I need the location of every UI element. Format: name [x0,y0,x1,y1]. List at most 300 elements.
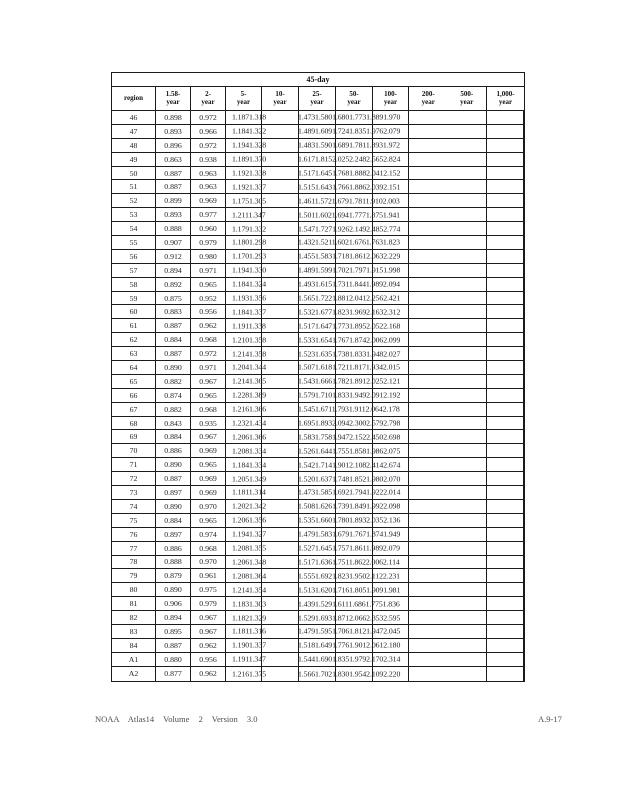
empty-cell-100yr [373,153,409,166]
value-2yr-cell: 0.969 [191,486,226,499]
table-row [112,194,524,208]
empty-cell-25yr [299,375,336,388]
region-cell: 63 [112,347,156,360]
value-1-58yr-cell: 0.896 [156,139,191,152]
empty-cell-5yr [226,597,262,610]
region-cell: 77 [112,542,156,555]
empty-cell-25yr [299,264,336,277]
empty-cell-100yr [373,222,409,235]
empty-cell-1000yr [487,653,524,666]
footer-page-number: A.9-17 [538,714,562,724]
empty-cell-50yr [336,389,373,402]
region-cell: 78 [112,556,156,569]
empty-cell-25yr [299,597,336,610]
empty-cell-5yr [226,194,262,207]
empty-cell-5yr [226,653,262,666]
empty-cell-50yr [336,153,373,166]
value-2yr-cell: 0.972 [191,139,226,152]
value-2yr-cell: 0.971 [191,264,226,277]
empty-cell-1000yr [487,222,524,235]
overflow-values-25-100yr: 1.4551.5831.7181.8612.0632.229 [298,251,401,261]
empty-cell-10yr [262,250,299,263]
empty-cell-5yr [226,625,262,638]
overflow-values-25-100yr: 1.4891.5991.7021.7971.9151.998 [298,265,401,275]
overflow-values-5-10yr: 1.2321.434 [232,418,267,428]
value-2yr-cell: 0.935 [191,417,226,430]
overflow-values-5-10yr: 1.1941.327 [232,529,267,539]
header-cell [299,87,336,111]
header-cell [262,87,299,111]
empty-cell-100yr [373,583,409,596]
header-cell [191,87,226,111]
empty-cell-1000yr [487,278,524,291]
empty-cell-5yr [226,319,262,332]
empty-cell-100yr [373,292,409,305]
value-1-58yr-cell: 0.888 [156,222,191,235]
empty-cell-1000yr [487,361,524,374]
empty-cell-1000yr [487,347,524,360]
table-row [112,347,524,361]
region-cell: 48 [112,139,156,152]
value-2yr-cell: 0.969 [191,194,226,207]
table-row [112,305,524,319]
overflow-values-25-100yr: 1.5661.7021.8301.9542.1092.220 [298,669,401,679]
empty-cell-50yr [336,347,373,360]
empty-cell-200-500yr [409,222,487,235]
region-cell: 67 [112,403,156,416]
table-row [112,597,524,611]
empty-cell-1000yr [487,375,524,388]
value-1-58yr-cell: 0.887 [156,180,191,193]
value-2yr-cell: 0.961 [191,569,226,582]
empty-cell-10yr [262,472,299,485]
value-1-58yr-cell: 0.890 [156,361,191,374]
empty-cell-25yr [299,194,336,207]
value-2yr-cell: 0.963 [191,180,226,193]
value-2yr-cell: 0.965 [191,389,226,402]
empty-cell-5yr [226,111,262,124]
empty-cell-25yr [299,389,336,402]
empty-cell-100yr [373,125,409,138]
empty-cell-100yr [373,569,409,582]
empty-cell-200-500yr [409,292,487,305]
empty-cell-100yr [373,347,409,360]
empty-cell-100yr [373,319,409,332]
value-1-58yr-cell: 0.893 [156,125,191,138]
empty-cell-50yr [336,639,373,652]
column-header-10yr: 10- year [273,89,287,107]
header-cell [156,87,191,111]
table-row [112,514,524,528]
empty-cell-25yr [299,430,336,443]
value-1-58yr-cell: 0.882 [156,403,191,416]
empty-cell-50yr [336,403,373,416]
empty-cell-100yr [373,667,409,681]
empty-cell-100yr [373,625,409,638]
value-1-58yr-cell: 0.883 [156,305,191,318]
table-row [112,611,524,625]
empty-cell-100yr [373,486,409,499]
value-1-58yr-cell: 0.888 [156,556,191,569]
empty-cell-50yr [336,430,373,443]
overflow-values-25-100yr: 1.5011.6021.6941.7771.8751.941 [298,210,400,220]
overflow-values-5-10yr: 1.1871.318 [232,112,267,122]
overflow-values-25-100yr: 1.4791.5951.7061.8121.9472.045 [298,626,401,636]
region-cell: 65 [112,375,156,388]
empty-cell-5yr [226,444,262,457]
overflow-values-25-100yr: 1.5321.6771.8231.9692.1632.312 [298,307,401,317]
table-row [112,375,524,389]
empty-cell-5yr [226,250,262,263]
empty-cell-50yr [336,250,373,263]
value-2yr-cell: 0.974 [191,528,226,541]
empty-cell-200-500yr [409,208,487,221]
overflow-values-25-100yr: 1.6951.8932.0942.3002.5792.798 [298,418,401,428]
empty-cell-1000yr [487,458,524,471]
empty-cell-1000yr [487,611,524,624]
overflow-values-25-100yr: 1.4931.6151.7311.8441.9892.094 [298,279,400,289]
value-1-58yr-cell: 0.880 [156,653,191,666]
empty-cell-200-500yr [409,486,487,499]
empty-cell-1000yr [487,444,524,457]
empty-cell-1000yr [487,208,524,221]
empty-cell-5yr [226,167,262,180]
empty-cell-200-500yr [409,556,487,569]
empty-cell-100yr [373,250,409,263]
value-2yr-cell: 0.967 [191,430,226,443]
region-cell: A2 [112,667,156,681]
empty-cell-10yr [262,444,299,457]
empty-cell-100yr [373,528,409,541]
overflow-values-25-100yr: 1.5791.7101.8331.9492.0912.192 [298,390,401,400]
value-2yr-cell: 0.967 [191,375,226,388]
empty-cell-5yr [226,305,262,318]
empty-cell-200-500yr [409,667,487,681]
empty-cell-50yr [336,528,373,541]
region-cell: 52 [112,194,156,207]
empty-cell-10yr [262,375,299,388]
overflow-values-5-10yr: 1.1791.332 [232,224,267,234]
value-2yr-cell: 0.956 [191,305,226,318]
value-1-58yr-cell: 0.890 [156,458,191,471]
empty-cell-100yr [373,472,409,485]
empty-cell-25yr [299,153,336,166]
empty-cell-25yr [299,653,336,666]
empty-cell-25yr [299,305,336,318]
overflow-values-25-100yr: 1.5441.6901.8351.9792.1702.314 [298,654,401,664]
table-row [112,139,524,153]
empty-cell-50yr [336,236,373,249]
empty-cell-5yr [226,375,262,388]
region-cell: 71 [112,458,156,471]
overflow-values-5-10yr: 1.2081.355 [232,543,267,553]
overflow-values-5-10yr: 1.2111.347 [232,210,266,220]
value-2yr-cell: 0.972 [191,111,226,124]
overflow-values-5-10yr: 1.1841.322 [232,126,267,136]
overflow-values-25-100yr: 1.5431.6661.7821.8912.0252.121 [298,376,401,386]
empty-cell-200-500yr [409,319,487,332]
empty-cell-1000yr [487,194,524,207]
empty-cell-100yr [373,180,409,193]
region-cell: 79 [112,569,156,582]
region-cell: A1 [112,653,156,666]
empty-cell-5yr [226,486,262,499]
value-2yr-cell: 0.960 [191,222,226,235]
empty-cell-1000yr [487,264,524,277]
empty-cell-50yr [336,556,373,569]
empty-cell-50yr [336,111,373,124]
empty-cell-10yr [262,194,299,207]
empty-cell-100yr [373,444,409,457]
value-1-58yr-cell: 0.884 [156,333,191,346]
empty-cell-25yr [299,292,336,305]
empty-cell-5yr [226,556,262,569]
empty-cell-50yr [336,569,373,582]
empty-cell-100yr [373,208,409,221]
empty-cell-200-500yr [409,430,487,443]
value-1-58yr-cell: 0.886 [156,444,191,457]
value-1-58yr-cell: 0.912 [156,250,191,263]
overflow-values-5-10yr: 1.1841.337 [232,307,267,317]
empty-cell-25yr [299,556,336,569]
table-row [112,111,524,125]
empty-cell-25yr [299,625,336,638]
empty-cell-1000yr [487,542,524,555]
empty-cell-1000yr [487,569,524,582]
empty-cell-50yr [336,597,373,610]
value-1-58yr-cell: 0.899 [156,194,191,207]
column-header-100yr: 100- year [383,89,398,107]
table-row [112,556,524,570]
overflow-values-25-100yr: 1.5291.6931.8712.0662.3532.595 [298,613,401,622]
overflow-values-25-100yr: 1.5261.6441.7551.8581.9862.075 [298,446,401,456]
table-row [112,472,524,486]
empty-cell-5yr [226,430,262,443]
empty-cell-1000yr [487,597,524,610]
empty-cell-25yr [299,667,336,681]
empty-cell-1000yr [487,319,524,332]
overflow-values-25-100yr: 1.5081.6261.7391.8491.9922.098 [298,501,401,511]
empty-cell-1000yr [487,430,524,443]
overflow-values-5-10yr: 1.1921.337 [232,182,267,192]
table-row [112,639,524,653]
table-row [112,361,524,375]
empty-cell-10yr [262,542,299,555]
region-cell: 53 [112,208,156,221]
empty-cell-10yr [262,653,299,666]
empty-cell-100yr [373,597,409,610]
value-1-58yr-cell: 0.892 [156,278,191,291]
region-cell: 72 [112,472,156,485]
overflow-values-5-10yr: 1.2041.344 [232,362,267,372]
value-1-58yr-cell: 0.898 [156,111,191,124]
empty-cell-50yr [336,194,373,207]
header-cell [373,87,409,111]
empty-cell-5yr [226,361,262,374]
empty-cell-50yr [336,444,373,457]
table-row [112,569,524,583]
region-cell: 47 [112,125,156,138]
empty-cell-10yr [262,417,299,430]
value-2yr-cell: 0.970 [191,556,226,569]
empty-cell-100yr [373,500,409,513]
empty-cell-10yr [262,597,299,610]
empty-cell-200-500yr [409,167,487,180]
value-1-58yr-cell: 0.877 [156,667,191,681]
value-2yr-cell: 0.962 [191,639,226,652]
region-cell: 60 [112,305,156,318]
empty-cell-10yr [262,500,299,513]
header-cell [487,87,524,111]
value-1-58yr-cell: 0.887 [156,639,191,652]
region-cell: 58 [112,278,156,291]
empty-cell-10yr [262,153,299,166]
empty-cell-200-500yr [409,611,487,624]
empty-cell-200-500yr [409,500,487,513]
overflow-values-5-10yr: 1.1821.329 [232,613,267,622]
empty-cell-5yr [226,583,262,596]
empty-cell-200-500yr [409,361,487,374]
empty-cell-25yr [299,361,336,374]
empty-cell-1000yr [487,583,524,596]
empty-cell-100yr [373,458,409,471]
table-row [112,125,524,139]
empty-cell-25yr [299,139,336,152]
empty-cell-10yr [262,639,299,652]
empty-cell-10yr [262,583,299,596]
value-2yr-cell: 0.967 [191,611,226,624]
table-row [112,500,524,514]
table-row [112,486,524,500]
empty-cell-50yr [336,667,373,681]
overflow-values-5-10yr: 1.1891.370 [232,154,267,164]
empty-cell-5yr [226,667,262,681]
empty-cell-50yr [336,375,373,388]
table-row [112,333,524,347]
value-2yr-cell: 0.977 [191,208,226,221]
empty-cell-10yr [262,347,299,360]
table-row [112,264,524,278]
empty-cell-1000yr [487,250,524,263]
empty-cell-10yr [262,458,299,471]
empty-cell-100yr [373,139,409,152]
empty-cell-25yr [299,125,336,138]
table-row [112,319,524,333]
region-cell: 49 [112,153,156,166]
empty-cell-200-500yr [409,542,487,555]
empty-cell-1000yr [487,180,524,193]
overflow-values-25-100yr: 1.5331.6541.7671.8742.0062.099 [298,335,401,345]
empty-cell-200-500yr [409,417,487,430]
empty-cell-5yr [226,403,262,416]
empty-cell-25yr [299,403,336,416]
table-row [112,403,524,417]
empty-cell-10yr [262,208,299,221]
empty-cell-10yr [262,430,299,443]
overflow-values-25-100yr: 1.5171.6471.7731.8952.0522.168 [298,321,401,331]
overflow-values-25-100yr: 1.4391.5291.6111.6861.7751.836 [298,599,400,609]
table-row [112,528,524,542]
empty-cell-100yr [373,111,409,124]
region-cell: 66 [112,389,156,402]
empty-cell-10yr [262,278,299,291]
table-row [112,292,524,306]
value-1-58yr-cell: 0.897 [156,528,191,541]
overflow-values-5-10yr: 1.1941.330 [232,265,267,275]
empty-cell-1000yr [487,667,524,681]
empty-cell-50yr [336,139,373,152]
value-2yr-cell: 0.968 [191,333,226,346]
table-header-row [112,87,524,112]
region-cell: 73 [112,486,156,499]
empty-cell-25yr [299,417,336,430]
overflow-values-5-10yr: 1.2061.366 [232,432,267,442]
overflow-values-5-10yr: 1.1801.298 [232,237,267,247]
value-2yr-cell: 0.956 [191,653,226,666]
empty-cell-10yr [262,139,299,152]
value-1-58yr-cell: 0.882 [156,375,191,388]
empty-cell-200-500yr [409,278,487,291]
overflow-values-25-100yr: 1.4611.5721.6791.7811.9102.003 [298,196,400,206]
column-header-200yr: 200- year [421,89,435,107]
table-row [112,417,524,431]
empty-cell-100yr [373,333,409,346]
empty-cell-200-500yr [409,625,487,638]
value-1-58yr-cell: 0.887 [156,167,191,180]
region-cell: 59 [112,292,156,305]
empty-cell-200-500yr [409,653,487,666]
region-cell: 84 [112,639,156,652]
empty-cell-200-500yr [409,375,487,388]
empty-cell-10yr [262,625,299,638]
empty-cell-25yr [299,319,336,332]
value-1-58yr-cell: 0.906 [156,597,191,610]
column-header-500yr: 500- year [460,89,474,107]
value-1-58yr-cell: 0.875 [156,292,191,305]
overflow-values-25-100yr: 1.4891.6091.7241.8351.9762.079 [298,126,401,136]
empty-cell-50yr [336,542,373,555]
empty-cell-200-500yr [409,250,487,263]
value-2yr-cell: 0.972 [191,347,226,360]
value-1-58yr-cell: 0.907 [156,236,191,249]
empty-cell-25yr [299,500,336,513]
value-1-58yr-cell: 0.894 [156,611,191,624]
empty-cell-1000yr [487,139,524,152]
value-2yr-cell: 0.965 [191,278,226,291]
empty-cell-1000yr [487,111,524,124]
value-1-58yr-cell: 0.890 [156,583,191,596]
overflow-values-25-100yr: 1.5421.7141.9012.1082.4142.674 [298,460,401,470]
value-1-58yr-cell: 0.884 [156,514,191,527]
value-1-58yr-cell: 0.893 [156,208,191,221]
empty-cell-1000yr [487,292,524,305]
empty-cell-1000yr [487,305,524,318]
overflow-values-5-10yr: 1.2051.349 [232,474,267,484]
table-row [112,458,524,472]
empty-cell-10yr [262,333,299,346]
region-cell: 57 [112,264,156,277]
overflow-values-25-100yr: 1.5351.6601.7801.8932.0352.136 [298,515,401,525]
empty-cell-1000yr [487,528,524,541]
overflow-values-25-100yr: 1.5181.6491.7761.9012.0612.180 [298,640,401,650]
region-cell: 62 [112,333,156,346]
empty-cell-10yr [262,292,299,305]
empty-cell-50yr [336,486,373,499]
column-header-region: region [112,87,156,111]
empty-cell-50yr [336,222,373,235]
empty-cell-50yr [336,333,373,346]
column-header-50yr: 50- year [347,89,361,107]
